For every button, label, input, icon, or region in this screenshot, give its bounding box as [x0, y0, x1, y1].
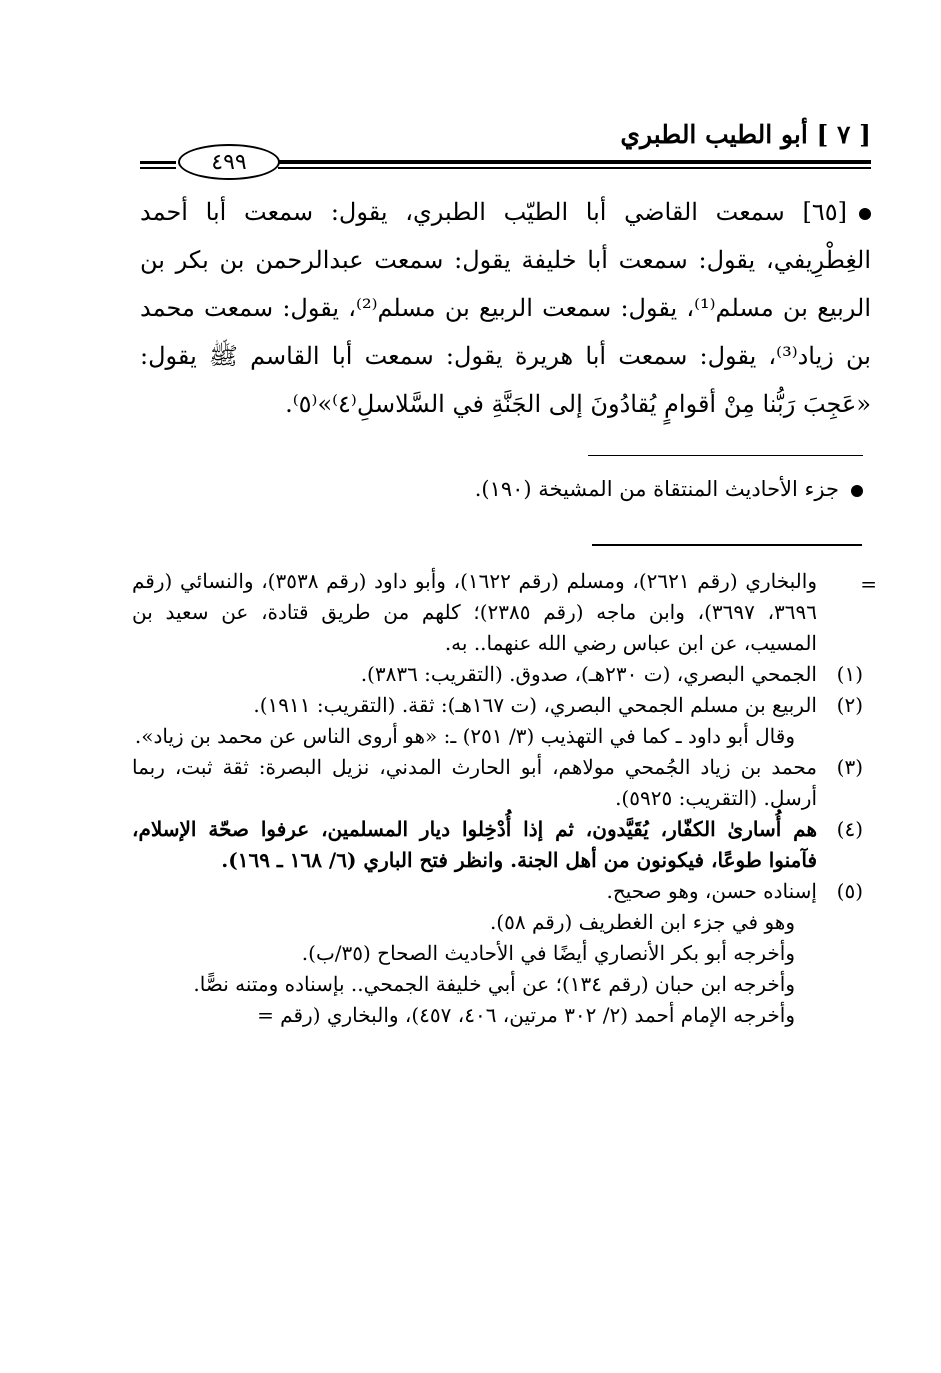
footnote-4: [132, 814, 863, 876]
page-number: ٤٩٩: [178, 144, 280, 180]
continuation-mark: =: [860, 572, 877, 596]
footnote-number: (٢): [836, 693, 863, 717]
footnote-text: هم أُسارىٰ الكفّار، يُقَيَّدون، ثم إذا أُدْخِلوا ديار المسلمين، عرفوا صحّة الإسلام، فآمنوا طوعًا، فيكونون من أهل الجنة. وانظر فتح الباري (٦/ ١٦٨ ـ ١٦٩).: [132, 817, 817, 872]
section-divider: [588, 455, 863, 456]
footnotes: [132, 566, 863, 1031]
hadith-body: [٦٥] سمعت القاضي أبا الطيّب الطبري، يقول: سمعت أبا أحمد الغِطْرِيفي، يقول: سمعت أبا خليفة يقول: سمعت عبدالرحمن بن بكر بن الربيع بن مسلم⁽¹⁾، يقول: سمعت الربيع بن مسلم⁽²⁾، يقول: سمعت محمد بن زياد⁽³⁾، يقول: سمعت أبا هريرة يقول: سمعت أبا القاسم ﷺ يقول: «عَجِبَ رَبُّنا مِنْ أقوامٍ يُقادُونَ إلى الجَنَّةِ في السَّلاسلِ⁽٤⁾»⁽٥⁾.: [140, 198, 872, 418]
footnote-number: (٣): [836, 755, 863, 779]
footnote-number: (٥): [836, 879, 863, 903]
footnote-number: (١): [836, 662, 863, 686]
footnote-text: محمد بن زياد الجُمحي مولاهم، أبو الحارث المدني، نزيل البصرة: ثقة ثبت، ربما أرسل. (التقريب: ٥٩٢٥).: [132, 755, 817, 810]
running-title: [ ٧ ] أبو الطيب الطبري: [620, 120, 871, 149]
footnote-divider: [592, 544, 862, 546]
footnote-text: إسناده حسن، وهو صحيح.: [606, 879, 817, 903]
footnote-line: وهو في جزء ابن الغطريف (رقم ٥٨).: [489, 910, 795, 934]
footnote-line: وأخرجه أبو بكر الأنصاري أيضًا في الأحاديث الصحاح (٣٥/ب).: [301, 941, 795, 965]
footnote-5: [132, 876, 863, 1031]
footnote-text: الجمحي البصري، (ت ٢٣٠هـ)، صدوق. (التقريب: ٣٨٣٦).: [360, 662, 817, 686]
footnote-2: [132, 690, 863, 752]
footnote-number: (٤): [836, 817, 863, 841]
footnote-1: [132, 659, 863, 690]
source-reference: [140, 472, 863, 506]
footnote-3: [132, 752, 863, 814]
hadith-text: [140, 188, 871, 428]
header-rule: [140, 149, 871, 175]
page-header: [140, 120, 871, 175]
footnote-text: الربيع بن مسلم الجمحي البصري، (ت ١٦٧هـ): ثقة. (التقريب: ١٩١١).: [253, 693, 817, 717]
footnote-text-extra: وقال أبو داود ـ كما في التهذيب (٣/ ٢٥١) ـ: «هو أروى الناس عن محمد بن زياد».: [134, 724, 795, 748]
footnote-carryover: والبخاري (رقم ٢٦٢١)، ومسلم (رقم ١٦٢٢)، وأبو داود (رقم ٣٥٣٨)، والنسائي (رقم ٣٦٩٦، ٣٦٩٧)، وابن ماجه (رقم ٢٣٨٥)؛ كلهم من طريق قتادة، عن سعيد بن المسيب، عن ابن عباس رضي الله عنهما.. به.: [132, 569, 818, 655]
footnote-line: وأخرجه ابن حبان (رقم ١٣٤)؛ عن أبي خليفة الجمحي.. بإسناده ومتنه نصًّا.: [193, 972, 795, 996]
source-text: جزء الأحاديث المنتقاة من المشيخة (١٩٠).: [474, 477, 839, 501]
bullet-icon: [859, 208, 871, 220]
bullet-icon: [851, 485, 863, 497]
footnote-line: وأخرجه الإمام أحمد (٢/ ٣٠٢ مرتين، ٤٠٦، ٤٥٧)، والبخاري (رقم =: [257, 1003, 795, 1027]
